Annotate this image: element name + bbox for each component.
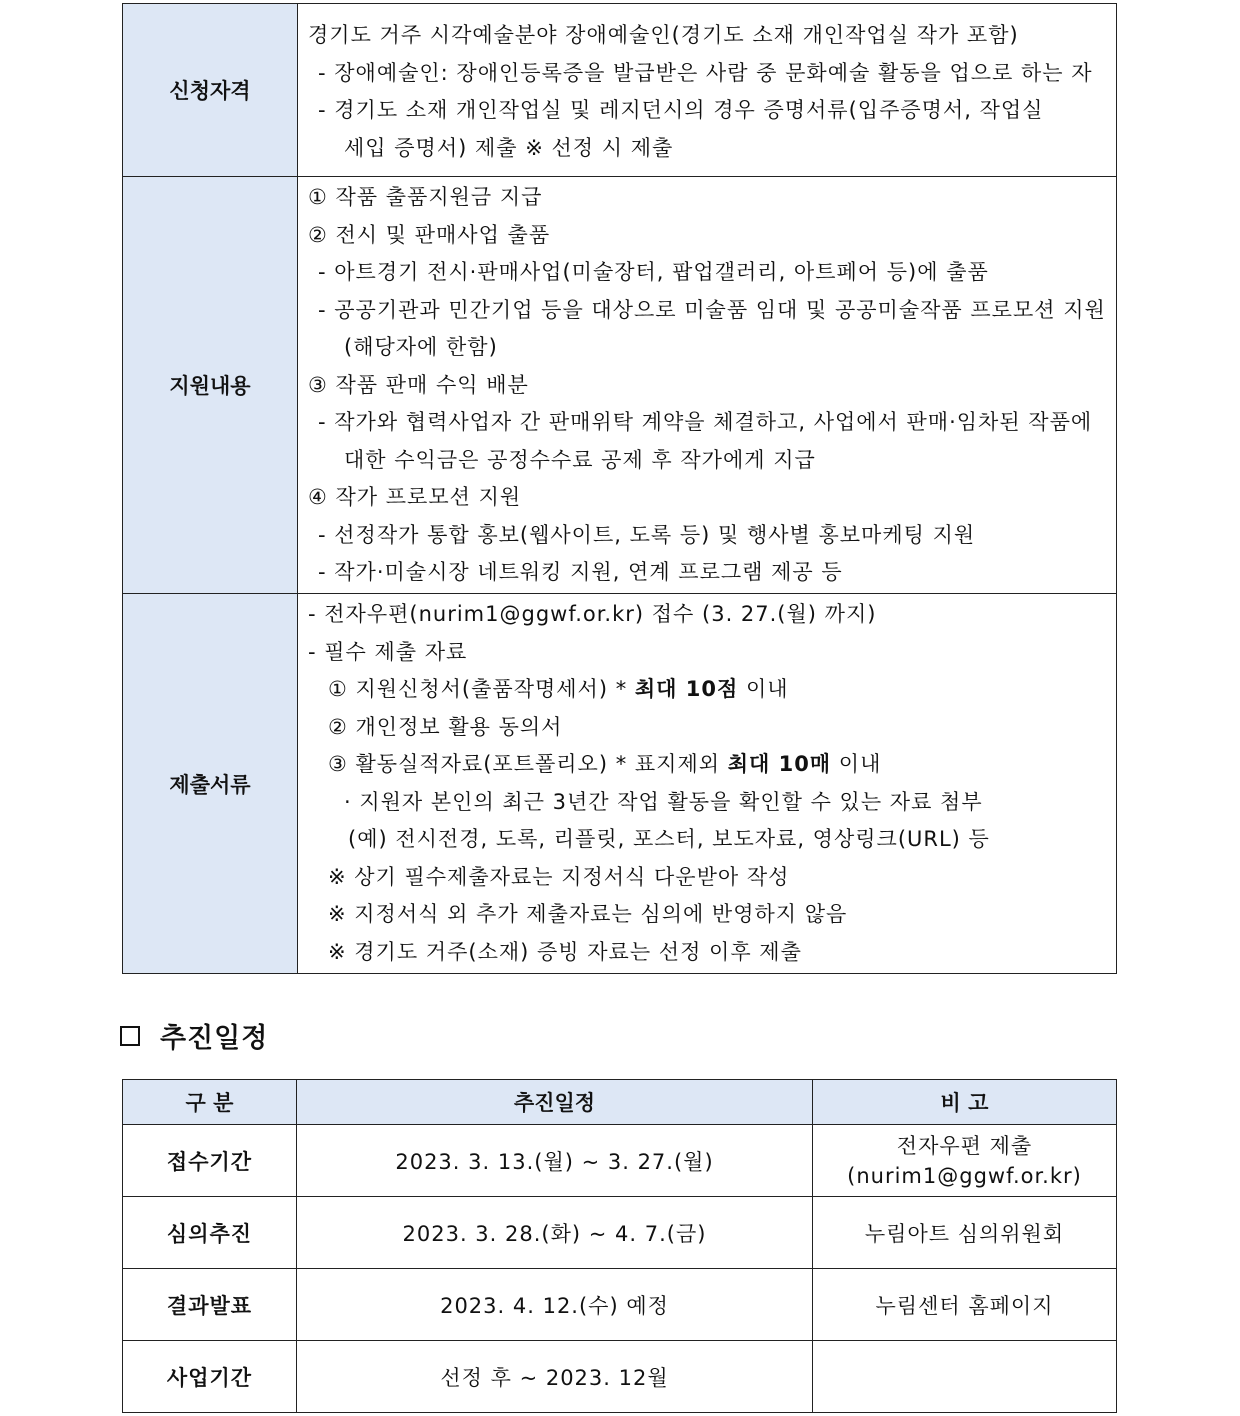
documents-item: ② 개인정보 활용 동의서: [328, 714, 563, 739]
row-period: 2023. 4. 12.(수) 예정: [297, 1269, 813, 1341]
section-title: 추진일정: [160, 1022, 269, 1054]
support-line: - 아트경기 전시·판매사업(미술장터, 팝업갤러리, 아트페어 등)에 출품: [318, 260, 989, 284]
table-row: [123, 1269, 1117, 1341]
documents-subitem: (예) 전시전경, 도록, 리플릿, 포스터, 보도자료, 영상링크(URL) 등: [348, 827, 990, 851]
support-content: [298, 177, 1117, 594]
header-schedule: 추진일정: [297, 1080, 813, 1125]
row-period: 2023. 3. 13.(월) ~ 3. 27.(월): [297, 1125, 813, 1197]
support-line: ② 전시 및 판매사업 출품: [308, 222, 551, 247]
row-note-line: (nurim1@ggwf.or.kr): [847, 1163, 1082, 1188]
documents-line: - 전자우편(nurim1@ggwf.or.kr) 접수 (3. 27.(월) 까지): [308, 602, 877, 626]
table-row: [123, 1197, 1117, 1269]
row-note-line: 전자우편 제출: [896, 1133, 1033, 1158]
documents-item: [308, 671, 1106, 709]
documents-item-emphasis: 최대 10점: [634, 677, 739, 701]
support-line: 대한 수익금은 공정수수료 공제 후 작가에게 지급: [344, 447, 816, 472]
row-label: 심의추진: [123, 1197, 297, 1269]
support-row: [123, 177, 1117, 594]
eligibility-line: 경기도 거주 시각예술분야 장애예술인(경기도 소재 개인작업실 작가 포함): [308, 23, 1019, 47]
documents-label: 제출서류: [123, 594, 298, 974]
checkbox-bullet-icon: [120, 1026, 140, 1046]
eligibility-line: - 장애예술인: 장애인등록증을 발급받은 사람 중 문화예술 활동을 업으로 하는 자: [318, 60, 1093, 85]
support-line: - 작가·미술시장 네트워킹 지원, 연계 프로그램 제공 등: [318, 560, 843, 584]
eligibility-content: [298, 4, 1117, 177]
eligibility-label: 신청자격: [123, 4, 298, 177]
documents-subitem: · 지원자 본인의 최근 3년간 작업 활동을 확인할 수 있는 자료 첨부: [344, 789, 983, 814]
header-category: 구 분: [123, 1080, 297, 1125]
support-label: 지원내용: [123, 177, 298, 594]
documents-content: [298, 594, 1117, 974]
header-remarks: 비 고: [813, 1080, 1117, 1125]
documents-note: ※ 지정서식 외 추가 제출자료는 심의에 반영하지 않음: [328, 902, 848, 926]
documents-item-emphasis: 최대 10매: [727, 752, 832, 776]
eligibility-line: 세입 증명서) 제출 ※ 선정 시 제출: [344, 135, 674, 160]
documents-item-text: 이내: [831, 752, 882, 776]
row-note: [813, 1125, 1117, 1197]
support-line: (해당자에 한함): [344, 335, 498, 359]
row-note: [813, 1341, 1117, 1413]
eligibility-row: [123, 4, 1117, 177]
row-period: 선정 후 ~ 2023. 12월: [297, 1341, 813, 1413]
info-table: [122, 3, 1117, 974]
row-label: 결과발표: [123, 1269, 297, 1341]
support-line: ④ 작가 프로모션 지원: [308, 485, 522, 509]
documents-line: - 필수 제출 자료: [308, 639, 468, 664]
documents-note: ※ 상기 필수제출자료는 지정서식 다운받아 작성: [328, 864, 790, 889]
support-line: ① 작품 출품지원금 지급: [308, 185, 543, 209]
row-period: 2023. 3. 28.(화) ~ 4. 7.(금): [297, 1197, 813, 1269]
schedule-header-row: [123, 1080, 1117, 1125]
schedule-section-heading: [120, 1015, 268, 1055]
table-row: [123, 1125, 1117, 1197]
support-line: - 작가와 협력사업자 간 판매위탁 계약을 체결하고, 사업에서 판매·임차된 작품에: [318, 410, 1093, 434]
documents-item-text: 이내: [738, 677, 789, 701]
table-row: [123, 1341, 1117, 1413]
documents-row: [123, 594, 1117, 974]
documents-item-text: ③ 활동실적자료(포트폴리오) * 표지제외: [328, 752, 728, 776]
documents-note: ※ 경기도 거주(소재) 증빙 자료는 선정 이후 제출: [328, 939, 802, 964]
support-line: - 공공기관과 민간기업 등을 대상으로 미술품 임대 및 공공미술작품 프로모션 지원: [318, 297, 1106, 322]
schedule-table: [122, 1079, 1117, 1413]
support-line: ③ 작품 판매 수익 배분: [308, 372, 529, 397]
row-note: 누림센터 홈페이지: [813, 1269, 1117, 1341]
documents-item: [308, 746, 1106, 784]
eligibility-line: - 경기도 소재 개인작업실 및 레지던시의 경우 증명서류(입주증명서, 작업실: [318, 98, 1044, 122]
row-note: 누림아트 심의위원회: [813, 1197, 1117, 1269]
row-label: 사업기간: [123, 1341, 297, 1413]
support-line: - 선정작가 통합 홍보(웹사이트, 도록 등) 및 행사별 홍보마케팅 지원: [318, 522, 976, 547]
documents-item-text: ① 지원신청서(출품작명세서) *: [328, 677, 635, 701]
row-label: 접수기간: [123, 1125, 297, 1197]
